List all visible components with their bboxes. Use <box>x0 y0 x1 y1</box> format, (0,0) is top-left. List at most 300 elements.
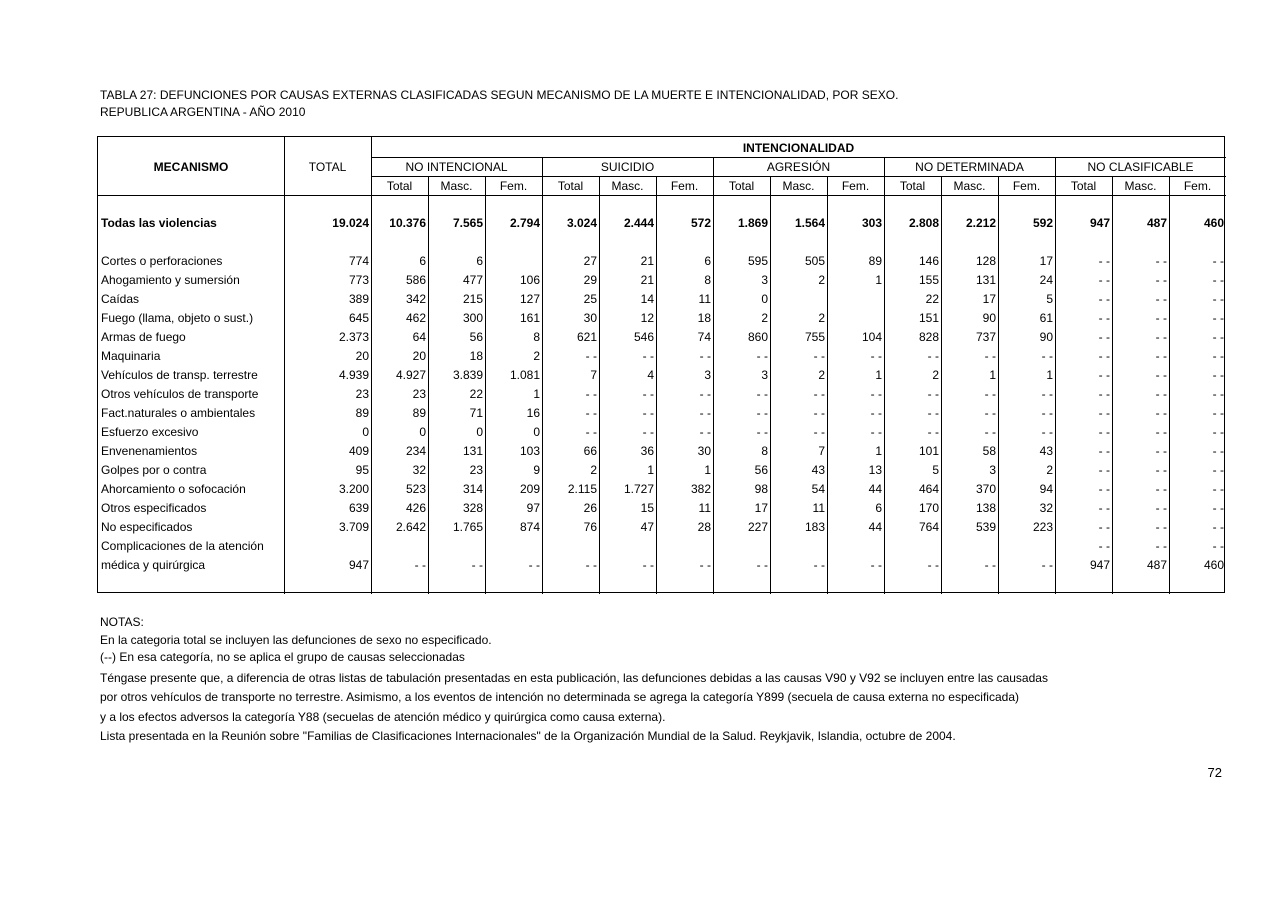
table-row-value: - - <box>1098 311 1110 325</box>
table-row-value: 104 <box>861 330 882 344</box>
table-row-value: 14 <box>640 292 654 306</box>
total-row-value: 303 <box>861 216 882 230</box>
table-row-value: 170 <box>918 501 939 515</box>
table-row-value: - - <box>1212 425 1224 439</box>
table-row-value: - - <box>642 406 654 420</box>
table-row-value: 76 <box>583 520 597 534</box>
table-row-value <box>428 537 483 556</box>
table-row-value: 21 <box>640 254 654 268</box>
table-row-value: 505 <box>804 254 825 268</box>
table-row-value: - - <box>585 387 597 401</box>
table-row-value: - - <box>1098 406 1110 420</box>
table-row-value: 6 <box>704 254 711 268</box>
table-row-value: - - <box>870 425 882 439</box>
table-row-value: - - <box>984 387 996 401</box>
table-row-value: - - <box>813 558 825 572</box>
total-row-value: 19.024 <box>332 216 369 230</box>
table-row-value <box>656 537 711 556</box>
table-row-label: Envenenamientos <box>101 444 198 458</box>
table-row-value: 2 <box>818 311 825 325</box>
note-line: En la categoria total se incluyen las defunciones de sexo no especificado. <box>100 633 492 647</box>
table-row-value: - - <box>813 406 825 420</box>
table-row-value: 621 <box>576 330 597 344</box>
table-row-value: - - <box>984 425 996 439</box>
header-group: SUICIDIO <box>600 160 655 174</box>
table-row-value: 131 <box>462 444 483 458</box>
table-row-value <box>998 537 1053 556</box>
table-row-value: 0 <box>362 425 369 439</box>
header-sub: Fem. <box>1183 179 1212 193</box>
table-row-value: 155 <box>918 273 939 287</box>
table-row-value: - - <box>927 558 939 572</box>
table-row-value: 17 <box>982 292 996 306</box>
table-row-value: - - <box>1155 311 1167 325</box>
header-sub: Fem. <box>670 179 699 193</box>
table-row-value: - - <box>1041 387 1053 401</box>
table-row-value: 9 <box>533 463 540 477</box>
table-row-value: 44 <box>868 520 882 534</box>
total-row-value: 592 <box>1032 216 1053 230</box>
table-row-value: - - <box>1212 482 1224 496</box>
table-row-value: 61 <box>1039 311 1053 325</box>
table-row-value: 58 <box>982 444 996 458</box>
table-row-value: 2 <box>932 368 939 382</box>
table-row-value: - - <box>1155 539 1167 553</box>
table-row-value: - - <box>984 406 996 420</box>
table-row-value: - - <box>1098 444 1110 458</box>
table-row-value: - - <box>870 349 882 363</box>
table-row-value: 64 <box>412 330 426 344</box>
table-row-value: 209 <box>519 482 540 496</box>
table-row-value: - - <box>1155 330 1167 344</box>
table-row-value: - - <box>1155 254 1167 268</box>
table-row-value: - - <box>927 349 939 363</box>
table-row-value: 44 <box>868 482 882 496</box>
table-row-value: - - <box>414 558 426 572</box>
table-row-value <box>770 290 825 309</box>
table-row-value: - - <box>1212 368 1224 382</box>
total-row-value: 10.376 <box>389 216 426 230</box>
total-row-value: 2.444 <box>623 216 654 230</box>
table-row-value: - - <box>813 387 825 401</box>
table-row-value: - - <box>1098 349 1110 363</box>
table-row-value: 764 <box>918 520 939 534</box>
table-row-value: 101 <box>918 444 939 458</box>
table-row-value: 0 <box>533 425 540 439</box>
header-sub: Fem. <box>1012 179 1041 193</box>
table-row-value: 23 <box>412 387 426 401</box>
table-row-value: - - <box>1155 482 1167 496</box>
table-row-value: 90 <box>1039 330 1053 344</box>
table-row-value <box>770 537 825 556</box>
table-row-value: - - <box>1155 273 1167 287</box>
table-row-value: 47 <box>640 520 654 534</box>
table-row-value: - - <box>813 349 825 363</box>
table-row-value: - - <box>585 425 597 439</box>
table-row-value: - - <box>1155 425 1167 439</box>
header-group: AGRESIÓN <box>766 160 831 174</box>
table-row-value: 28 <box>697 520 711 534</box>
table-row-value: 4.939 <box>338 368 369 382</box>
table-row-value: - - <box>1155 368 1167 382</box>
total-row-value: 1.564 <box>794 216 825 230</box>
table-row-value: - - <box>927 387 939 401</box>
table-row-label: Otros vehículos de transporte <box>101 387 259 401</box>
table-row-value: 409 <box>348 444 369 458</box>
table-row-value: 3 <box>704 368 711 382</box>
table-row-value: - - <box>1041 406 1053 420</box>
table-row-value: - - <box>756 558 768 572</box>
data-table <box>97 136 1225 593</box>
table-row-value: 89 <box>412 406 426 420</box>
table-row-value: 106 <box>519 273 540 287</box>
table-row-value: - - <box>699 558 711 572</box>
table-row-value: - - <box>1098 539 1110 553</box>
table-row-value: - - <box>927 406 939 420</box>
table-row-value: - - <box>1212 463 1224 477</box>
table-row-value: 464 <box>918 482 939 496</box>
table-row-label: Caídas <box>101 292 140 306</box>
table-row-value: 20 <box>412 349 426 363</box>
table-row-value: 947 <box>348 558 369 572</box>
table-row-value: 874 <box>519 520 540 534</box>
table-row-value: 2.115 <box>567 482 597 496</box>
table-row-value: 2 <box>818 273 825 287</box>
table-row-value: - - <box>1155 520 1167 534</box>
table-row-value: - - <box>699 425 711 439</box>
table-row-value: 7 <box>818 444 825 458</box>
table-row-value <box>542 537 597 556</box>
total-row-value: 1.869 <box>737 216 768 230</box>
table-row-value: 22 <box>469 387 483 401</box>
table-row-value: 161 <box>519 311 540 325</box>
table-row-value: 5 <box>1046 292 1053 306</box>
table-row-label: Golpes por o contra <box>101 463 207 477</box>
page-number: 72 <box>1207 765 1222 780</box>
table-row-value: 595 <box>747 254 768 268</box>
table-row-value: 546 <box>633 330 654 344</box>
table-row-value: 103 <box>519 444 540 458</box>
table-row-value: 11 <box>812 501 825 515</box>
table-subtitle: REPUBLICA ARGENTINA - AÑO 2010 <box>100 105 306 119</box>
header-sub: Fem. <box>499 179 528 193</box>
table-row-value: 21 <box>640 273 654 287</box>
table-row-value: - - <box>813 425 825 439</box>
table-row-value: 30 <box>583 311 597 325</box>
table-row-value: - - <box>1098 368 1110 382</box>
table-row-value: - - <box>1212 311 1224 325</box>
table-row-value: 6 <box>476 254 483 268</box>
table-row-value: 523 <box>405 482 426 496</box>
header-group: NO DETERMINADA <box>915 160 1024 174</box>
table-row-value: - - <box>1041 425 1053 439</box>
table-row-value: - - <box>756 425 768 439</box>
table-row-value: 2.373 <box>338 330 369 344</box>
table-row-value: 773 <box>348 273 369 287</box>
table-row-value: 223 <box>1032 520 1053 534</box>
table-row-label: Esfuerzo excesivo <box>101 425 199 439</box>
table-title: TABLA 27: DEFUNCIONES POR CAUSAS EXTERNAS CLASIFICADAS SEGUN MECANISMO DE LA MUERTE E INTENCIONALIDAD, POR SEXO. <box>100 88 899 102</box>
table-row-value: - - <box>984 558 996 572</box>
table-row-value: - - <box>1212 349 1224 363</box>
table-row-value: - - <box>1212 330 1224 344</box>
table-row-value: 539 <box>975 520 996 534</box>
table-row-value: 11 <box>698 501 711 515</box>
table-row-value: - - <box>1098 254 1110 268</box>
total-row-value: 460 <box>1203 216 1224 230</box>
header-group: NO CLASIFICABLE <box>1087 160 1194 174</box>
table-row-label: Ahogamiento y sumersión <box>101 273 240 287</box>
table-row-value: 32 <box>1039 501 1053 515</box>
table-row-value: 1 <box>875 444 882 458</box>
header-sub: Total <box>557 179 584 193</box>
table-row-value: 151 <box>918 311 939 325</box>
table-row-value: 6 <box>419 254 426 268</box>
table-row-label: Cortes o perforaciones <box>101 254 223 268</box>
table-row-value: - - <box>1155 387 1167 401</box>
table-row-value: 0 <box>761 292 768 306</box>
table-row-value: 27 <box>583 254 597 268</box>
header-sub: Masc. <box>953 179 986 193</box>
table-row-value: 90 <box>982 311 996 325</box>
table-row-value: 13 <box>868 463 882 477</box>
table-row-label: médica y quirúrgica <box>101 558 206 572</box>
note-line: Lista presentada en la Reunión sobre "Familias de Clasificaciones Internacionales" de la Organización Mundial de la Salud. Reykjavik, Islandia, octubre de 2004. <box>100 729 956 743</box>
table-row-value: 234 <box>405 444 426 458</box>
table-row-value: 215 <box>462 292 483 306</box>
table-row-label: Ahorcamiento o sofocación <box>101 482 246 496</box>
table-row-value: 43 <box>811 463 825 477</box>
table-row-value: 26 <box>583 501 597 515</box>
table-row-value: - - <box>870 406 882 420</box>
table-row-value: 828 <box>918 330 939 344</box>
header-sub: Masc. <box>440 179 473 193</box>
table-row-value: 300 <box>462 311 483 325</box>
total-row-label: Todas las violencias <box>101 216 217 230</box>
table-row-value: 71 <box>469 406 483 420</box>
table-row-value: 183 <box>804 520 825 534</box>
total-row-value: 947 <box>1089 216 1110 230</box>
table-row-value: 2 <box>533 349 540 363</box>
table-row-value: - - <box>1098 501 1110 515</box>
table-row-value: 12 <box>640 311 654 325</box>
table-row-value: - - <box>699 387 711 401</box>
table-row-value: 1 <box>533 387 540 401</box>
table-row-value: 24 <box>1039 273 1053 287</box>
table-row-value <box>827 290 882 309</box>
table-row-value: 11 <box>698 292 711 306</box>
table-row-value: - - <box>1212 520 1224 534</box>
table-row-label: Maquinaria <box>101 349 161 363</box>
header-sub: Masc. <box>611 179 644 193</box>
table-row-value: 2 <box>1046 463 1053 477</box>
total-row-value: 572 <box>690 216 711 230</box>
table-row-value: 1.765 <box>452 520 483 534</box>
table-row-value: 22 <box>925 292 939 306</box>
table-row-value: - - <box>756 406 768 420</box>
table-row-value <box>371 537 426 556</box>
table-row-value: 89 <box>868 254 882 268</box>
table-row-value: 3.839 <box>452 368 483 382</box>
table-row-value: 23 <box>355 387 369 401</box>
table-row-value <box>485 537 540 556</box>
table-row-value: 2 <box>818 368 825 382</box>
table-row-value: - - <box>1212 292 1224 306</box>
table-row-value: - - <box>1098 463 1110 477</box>
header-sub: Total <box>386 179 413 193</box>
table-row-value <box>713 537 768 556</box>
table-row-value: - - <box>1041 349 1053 363</box>
table-row-value: 8 <box>761 444 768 458</box>
table-row-value: 1 <box>1046 368 1053 382</box>
header-intencionalidad: INTENCIONALIDAD <box>742 141 855 155</box>
table-row-value: 25 <box>583 292 597 306</box>
table-row-value: - - <box>528 558 540 572</box>
table-row-value: 3.709 <box>338 520 369 534</box>
table-row-value: 737 <box>975 330 996 344</box>
header-total: TOTAL <box>308 160 347 174</box>
table-row-value: - - <box>1098 520 1110 534</box>
table-row-value: 20 <box>355 349 369 363</box>
table-row-label: Otros especificados <box>101 501 207 515</box>
table-row-value: - - <box>642 425 654 439</box>
table-row-value <box>941 537 996 556</box>
table-row-value: 6 <box>875 501 882 515</box>
table-row-value: 1 <box>875 273 882 287</box>
table-row-value: 127 <box>519 292 540 306</box>
table-row-value: - - <box>642 558 654 572</box>
table-row-label: Fact.naturales o ambientales <box>101 406 256 420</box>
table-row-value: 426 <box>405 501 426 515</box>
table-row-value: - - <box>699 349 711 363</box>
table-row-value: 36 <box>640 444 654 458</box>
table-row-value: 342 <box>405 292 426 306</box>
table-row-label: No especificados <box>101 520 193 534</box>
table-row-value: 1 <box>989 368 996 382</box>
table-row-value: - - <box>1098 482 1110 496</box>
table-row-value: 8 <box>533 330 540 344</box>
table-row-value: - - <box>1098 330 1110 344</box>
header-sub: Masc. <box>782 179 815 193</box>
table-row-value: 487 <box>1146 558 1167 572</box>
table-row-value: 1 <box>704 463 711 477</box>
table-row-value: 0 <box>419 425 426 439</box>
table-row-value: - - <box>1212 501 1224 515</box>
table-row-value: 56 <box>469 330 483 344</box>
table-row-value <box>485 252 540 271</box>
table-row-value: 94 <box>1039 482 1053 496</box>
table-row-value: 89 <box>355 406 369 420</box>
note-line: y a los efectos adversos la categoría Y88 (secuelas de atención médico y quirúrgica como causa externa). <box>100 710 666 724</box>
table-row-value: 3 <box>989 463 996 477</box>
table-row-value: - - <box>1155 349 1167 363</box>
table-row-value: 3.200 <box>338 482 369 496</box>
table-row-value: 3 <box>761 273 768 287</box>
total-row-value: 487 <box>1146 216 1167 230</box>
table-row-value: 462 <box>405 311 426 325</box>
note-line: Téngase presente que, a diferencia de otras listas de tabulación presentadas en esta publicación, las defunciones debidas a las causas V90 y V92 se incluyen entre las causadas <box>100 671 1048 685</box>
table-row-value: 774 <box>348 254 369 268</box>
table-row-value: - - <box>1212 539 1224 553</box>
table-row-value: - - <box>642 349 654 363</box>
header-sub: Masc. <box>1124 179 1157 193</box>
header-sub: Total <box>1070 179 1097 193</box>
table-row-value: 2 <box>761 311 768 325</box>
table-row-value: 95 <box>355 463 369 477</box>
table-row-value: 97 <box>526 501 540 515</box>
table-row-value: 477 <box>462 273 483 287</box>
table-row-value: 30 <box>697 444 711 458</box>
table-row-value: 54 <box>811 482 825 496</box>
total-row-value: 2.212 <box>965 216 996 230</box>
table-row-value: - - <box>1098 387 1110 401</box>
table-row-value: 4 <box>647 368 654 382</box>
table-row-value: 146 <box>918 254 939 268</box>
table-row-value: 8 <box>704 273 711 287</box>
table-row-value: 314 <box>462 482 483 496</box>
table-row-value: 586 <box>405 273 426 287</box>
table-row-value: - - <box>1212 406 1224 420</box>
table-row-value: - - <box>1098 292 1110 306</box>
table-row-value: 1.081 <box>509 368 540 382</box>
table-row-value: 2.642 <box>395 520 426 534</box>
table-row-value: - - <box>471 558 483 572</box>
table-row-value: 1 <box>647 463 654 477</box>
table-row-value: 755 <box>804 330 825 344</box>
header-sub: Fem. <box>841 179 870 193</box>
table-row-value: - - <box>1212 273 1224 287</box>
table-row-value: 16 <box>526 406 540 420</box>
table-row-value <box>827 537 882 556</box>
table-row-value: - - <box>870 558 882 572</box>
table-row-value <box>827 309 882 328</box>
table-row-label: Vehículos de transp. terrestre <box>101 368 258 382</box>
table-row-value: - - <box>870 387 882 401</box>
table-row-value: 2 <box>590 463 597 477</box>
table-row-value: - - <box>699 406 711 420</box>
table-row-value: 23 <box>469 463 483 477</box>
table-row-value: 56 <box>754 463 768 477</box>
header-sub: Total <box>728 179 755 193</box>
table-row-value: 227 <box>747 520 768 534</box>
table-row-value: 5 <box>932 463 939 477</box>
note-line: por otros vehículos de transporte no terrestre. Asimismo, a los eventos de intención no determinada se agrega la categoría Y899 (secuela de causa externa no especificada) <box>100 690 1019 704</box>
table-row-value: 17 <box>1039 254 1053 268</box>
table-row-value: - - <box>1212 254 1224 268</box>
table-row-value: 947 <box>1089 558 1110 572</box>
table-row-value: 860 <box>747 330 768 344</box>
table-row-value: 370 <box>975 482 996 496</box>
table-row-value: - - <box>1098 425 1110 439</box>
total-row-value: 2.794 <box>509 216 540 230</box>
table-row-value: - - <box>1155 444 1167 458</box>
table-row-value: 645 <box>348 311 369 325</box>
table-row-value: 43 <box>1039 444 1053 458</box>
total-row-value: 3.024 <box>566 216 597 230</box>
table-row-value: 66 <box>583 444 597 458</box>
table-row-value: 29 <box>583 273 597 287</box>
header-mecanismo: MECANISMO <box>153 160 229 174</box>
table-row-value: 18 <box>697 311 711 325</box>
table-row-value: 4.927 <box>395 368 426 382</box>
note-line: (--) En esa categoría, no se aplica el grupo de causas seleccionadas <box>100 650 465 664</box>
table-row-value: 3 <box>761 368 768 382</box>
table-row-value: 138 <box>975 501 996 515</box>
table-row-value: - - <box>1212 387 1224 401</box>
table-row-value: 382 <box>690 482 711 496</box>
table-row-value: 131 <box>975 273 996 287</box>
table-row-value: - - <box>1155 501 1167 515</box>
